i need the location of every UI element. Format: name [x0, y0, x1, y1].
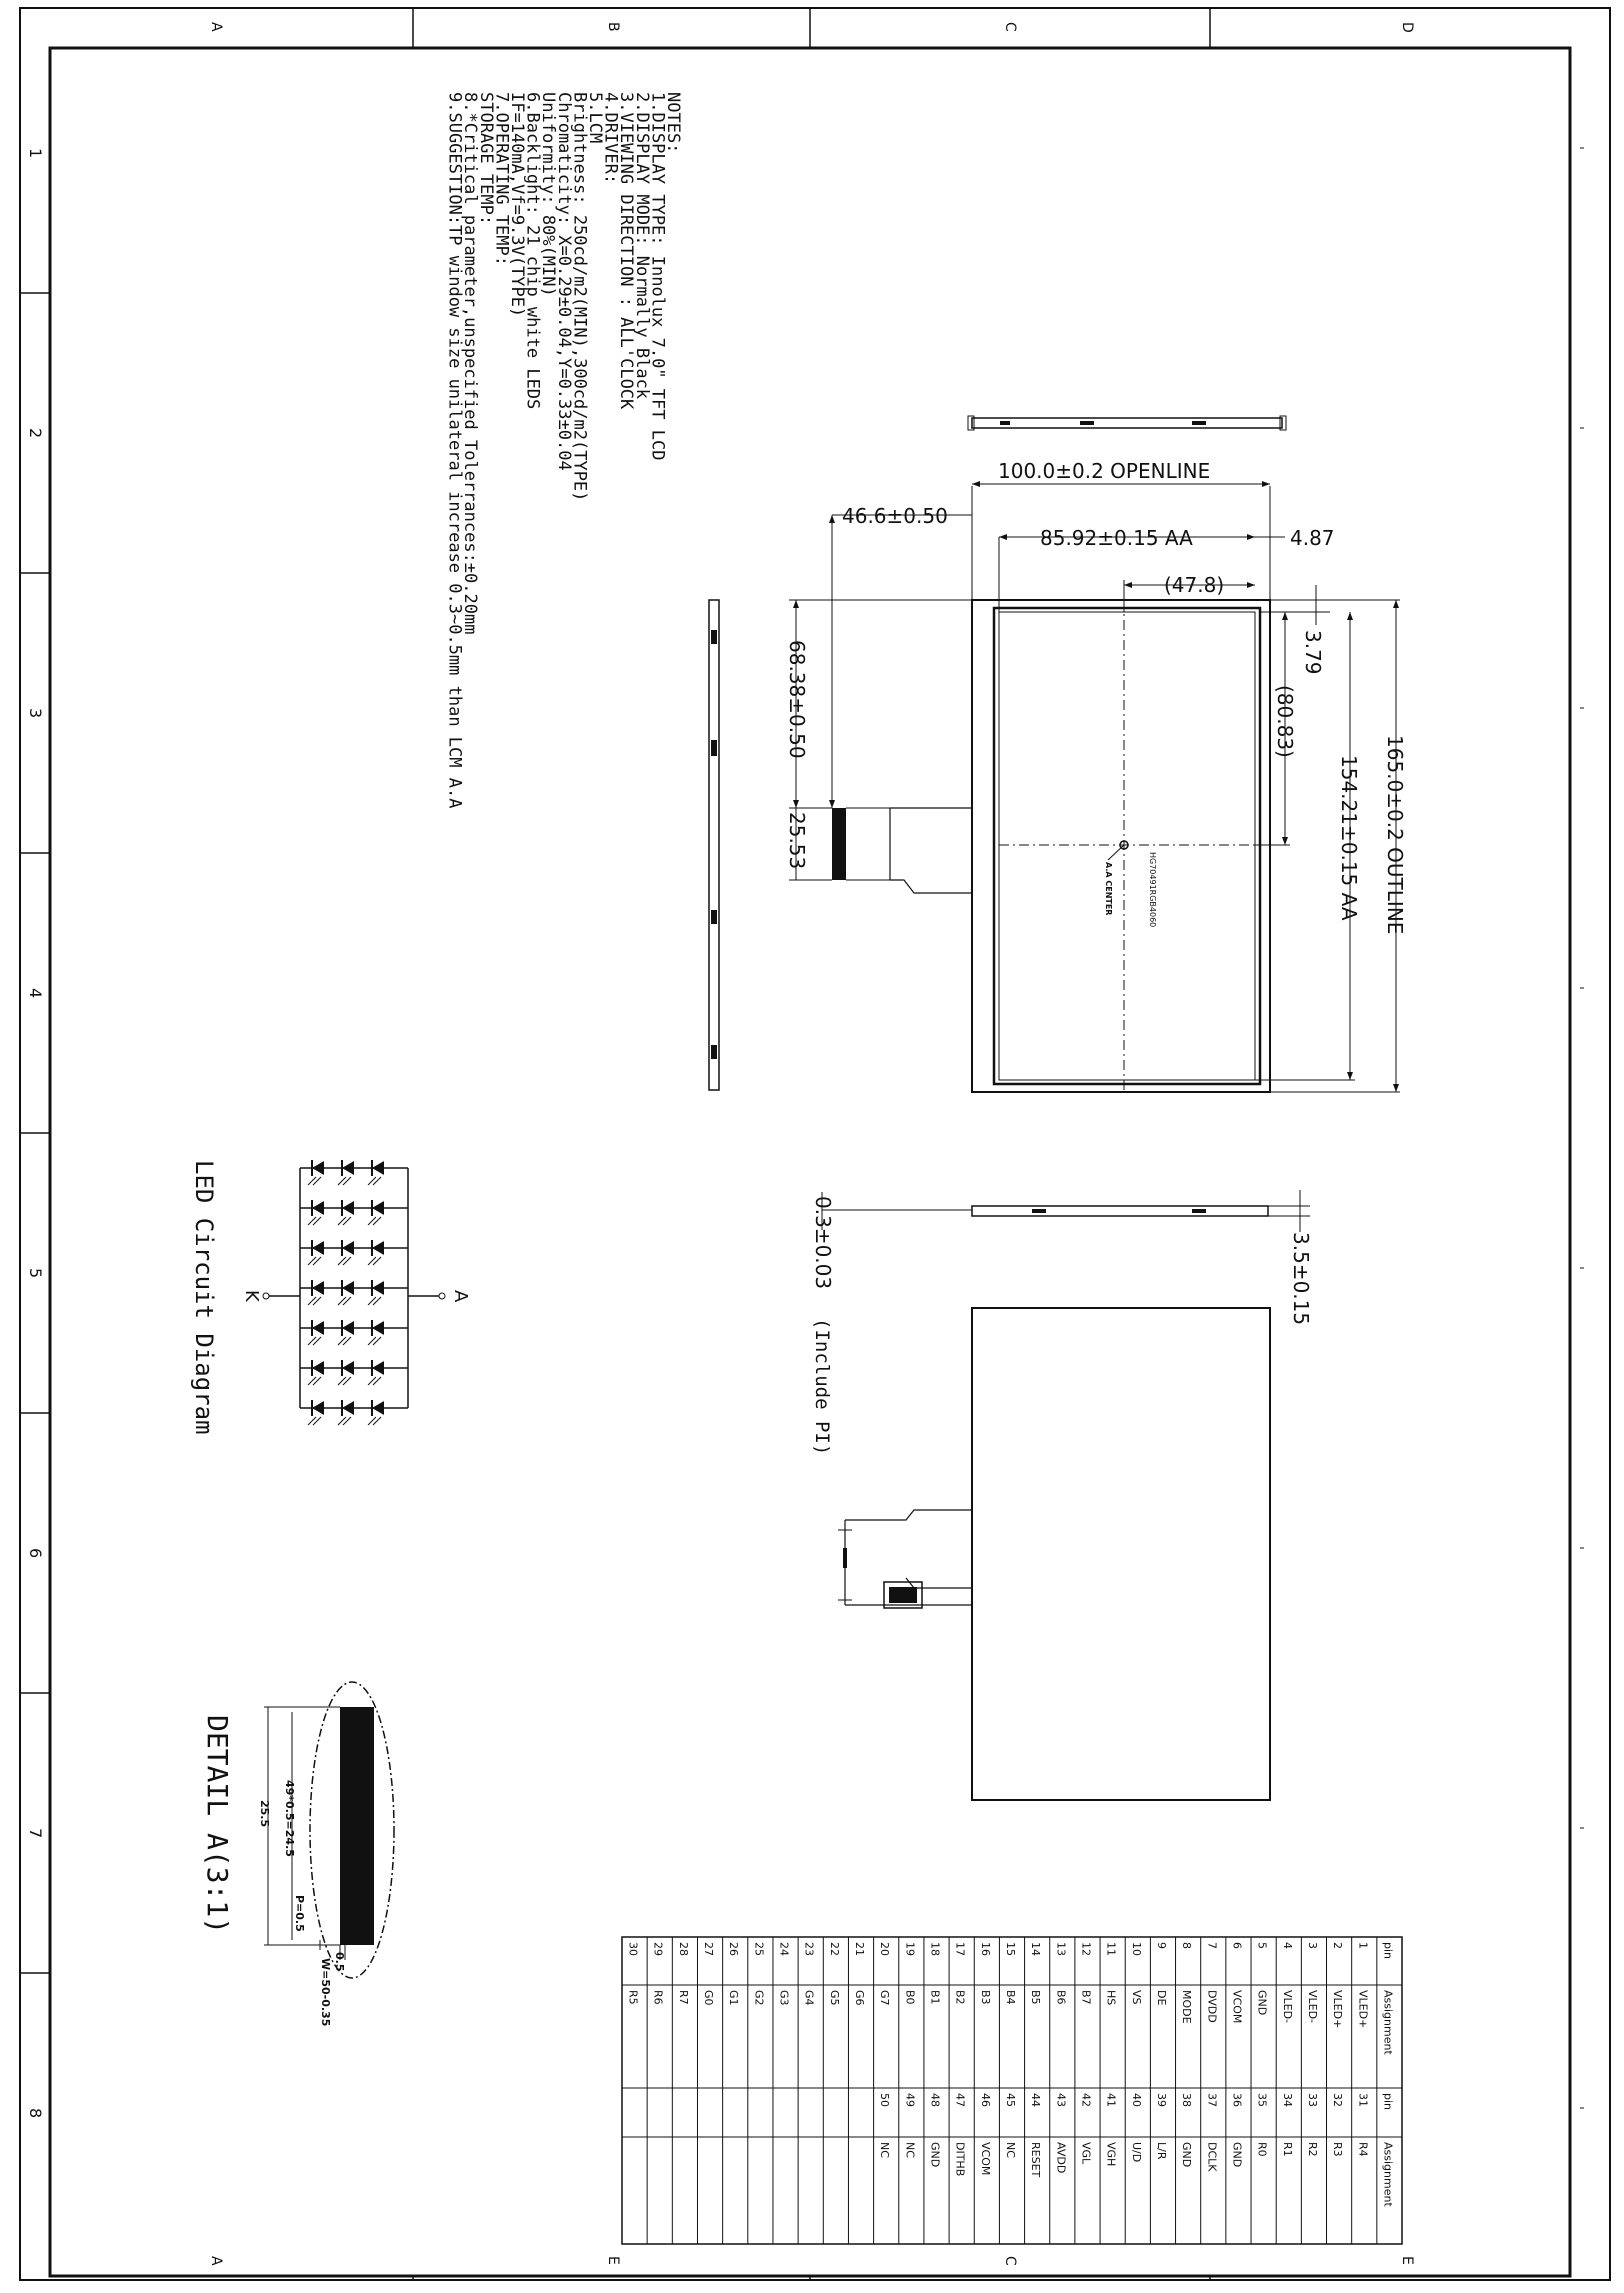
- pin-number: 25: [752, 1942, 766, 1956]
- pin-assignment: B7: [1079, 1990, 1093, 2005]
- zone-letters-bottom: [208, 2256, 1415, 2266]
- zone-number: 5: [26, 1268, 45, 1279]
- table-header: Assignment: [1381, 1990, 1395, 2055]
- pin-number: 14: [1029, 1942, 1043, 1956]
- pin-assignment: GND: [1230, 2142, 1244, 2168]
- pin-number: 36: [1230, 2093, 1244, 2107]
- pin-number: 20: [878, 1942, 892, 1956]
- pin-number: 30: [626, 1942, 640, 1956]
- pin-number: 27: [702, 1942, 716, 1956]
- zone-letter: A: [208, 22, 224, 32]
- led-diode: [342, 1241, 354, 1255]
- pin-number: 6: [1230, 1942, 1244, 1949]
- pin-assignment: AVDD: [1054, 2142, 1068, 2174]
- led-diode: [312, 1361, 324, 1375]
- led-diode: [312, 1161, 324, 1175]
- dim-fpc-width: 25.53: [785, 812, 809, 870]
- detail-dim4: 0.5: [333, 1952, 346, 1972]
- note-line: 3.VIEWING DIRECTION : ALL'CLOCK: [616, 92, 637, 410]
- dim-fpc-pos: 46.6±0.50: [842, 504, 948, 528]
- detail-dim2: 25.5: [258, 1800, 271, 1828]
- pin-assignment: VCOM: [978, 2142, 992, 2176]
- pin-assignment: DITHB: [953, 2142, 967, 2177]
- led-diode: [372, 1361, 384, 1375]
- zone-letter: E: [1399, 2256, 1415, 2265]
- pin-number: 10: [1129, 1942, 1143, 1956]
- pin-number: 42: [1079, 2093, 1093, 2107]
- pin-assignment: G6: [853, 1990, 867, 2006]
- pin-assignment: R6: [651, 1990, 665, 2005]
- zone-number: 1: [26, 148, 45, 159]
- pin-assignment: R4: [1356, 2142, 1370, 2157]
- dim-half-width: (47.8): [1164, 573, 1225, 597]
- pin-assignment: B4: [1004, 1990, 1017, 2005]
- lcd-outline: [972, 600, 1270, 1092]
- led-diode: [342, 1161, 354, 1175]
- pin-assignment: G3: [777, 1990, 791, 2006]
- zone-ticks: [20, 8, 1210, 2280]
- note-line: 4.DRIVER:: [600, 92, 621, 185]
- pin-number: 19: [903, 1942, 917, 1956]
- led-diode: [312, 1401, 324, 1415]
- pin-number: 5: [1255, 1942, 1269, 1949]
- detail-dim3: P=0.5: [293, 1895, 306, 1932]
- pin-assignment: G0: [702, 1990, 716, 2006]
- pin-number: 2: [1331, 1942, 1345, 1949]
- led-diode: [342, 1201, 354, 1215]
- led-diode: [342, 1281, 354, 1295]
- pin-assignment: DVDD: [1205, 1990, 1219, 2023]
- lcd-rear-view: [838, 1308, 1270, 1800]
- led-title: LED Circuit Diagram: [190, 1160, 218, 1435]
- pin-number: 45: [1004, 2093, 1017, 2107]
- pin-assignment: L/R: [1154, 2142, 1168, 2160]
- lcd-active-area: [999, 612, 1255, 1080]
- pin-number: 12: [1079, 1942, 1093, 1956]
- pin-number: 38: [1180, 2093, 1194, 2107]
- pin-assignment: NC: [903, 2142, 917, 2158]
- pin-assignment: B3: [978, 1990, 992, 2005]
- pin-number: 37: [1205, 2093, 1219, 2107]
- fpc-connector: [832, 808, 972, 893]
- pin-assignment: VS: [1129, 1990, 1143, 2005]
- pin-assignment: RESET: [1029, 2142, 1043, 2178]
- pin-assignment: GND: [1180, 2142, 1194, 2168]
- pin-assignment: B2: [953, 1990, 967, 2005]
- zone-letter: B: [605, 22, 621, 32]
- note-line: 7.OPERATING TEMP:: [491, 92, 512, 266]
- zone-number: 6: [26, 1548, 45, 1559]
- note-line: Chromaticity: X=0.29±0.04,Y=0.33±0.04: [553, 92, 574, 471]
- pin-assignment: R5: [626, 1990, 640, 2005]
- dim-openline: 100.0±0.2 OPENLINE: [998, 459, 1211, 483]
- pin-assignment: G4: [802, 1990, 816, 2006]
- pin-number: 29: [651, 1942, 665, 1956]
- zone-number: 8: [26, 2108, 45, 2119]
- pin-number: 31: [1356, 2093, 1370, 2107]
- pin-assignment: B1: [928, 1990, 942, 2005]
- led-diode: [312, 1201, 324, 1215]
- dimension-labels: [785, 459, 1407, 934]
- note-line: 2.DISPLAY MODE: Normally Black: [631, 92, 652, 400]
- zone-letter: A: [208, 2256, 224, 2266]
- led-diode: [342, 1361, 354, 1375]
- pin-assignment: B5: [1029, 1990, 1043, 2005]
- pin-number: 28: [676, 1942, 690, 1956]
- pin-number: 47: [953, 2093, 967, 2107]
- pin-number: 35: [1255, 2093, 1269, 2107]
- outer-border: [20, 8, 1610, 2280]
- pin-assignment: R0: [1255, 2142, 1269, 2157]
- dimension-lines: [789, 484, 1400, 1092]
- pin-assignment: R7: [676, 1990, 690, 2005]
- led-diode: [342, 1321, 354, 1335]
- pin-number: 23: [802, 1942, 816, 1956]
- led-diode: [312, 1281, 324, 1295]
- table-header: pin: [1381, 1942, 1395, 1960]
- dim-pi-thick: 0.3±0.03: [811, 1196, 835, 1290]
- pin-assignment: VGL: [1079, 2142, 1093, 2165]
- pin-assignment: G5: [827, 1990, 841, 2006]
- pin-assignment: NC: [1004, 2142, 1017, 2158]
- led-diode: [372, 1241, 384, 1255]
- note-line: 6.Backlight: 21 chip white LEDS: [522, 92, 543, 410]
- pin-number: 11: [1104, 1942, 1118, 1956]
- detail-dim1: 49*0.5=24.5: [283, 1780, 296, 1857]
- pin-assignment: DE: [1154, 1990, 1168, 2006]
- pin-assignment: NC: [878, 2142, 892, 2158]
- pin-number: 34: [1280, 2093, 1294, 2107]
- left-side-view: [709, 600, 719, 1090]
- pin-number: 1: [1356, 1942, 1370, 1949]
- note-line: IF=140mA,Vf=9.3V(TYPE): [507, 92, 527, 318]
- zone-number: 3: [26, 708, 45, 719]
- lcd-front-view: [832, 600, 1270, 1092]
- pin-assignment: GND: [1255, 1990, 1269, 2016]
- arrow-heads: [793, 481, 1399, 1092]
- dim-fpc-len: 68.38±0.50: [785, 640, 809, 759]
- pin-number: 50: [878, 2093, 892, 2107]
- led-diode: [372, 1401, 384, 1415]
- zone-letter: D: [1399, 22, 1415, 33]
- dim-half-height: (80.83): [1273, 685, 1297, 758]
- dim-aa-width: 85.92±0.15 AA: [1040, 526, 1193, 550]
- zone-number: 2: [26, 428, 45, 439]
- pin-number: 24: [777, 1942, 791, 1956]
- zone-letters-top: [208, 22, 1415, 33]
- led-circuit-diagram: [263, 1160, 445, 1425]
- led-diode: [372, 1321, 384, 1335]
- pin-number: 21: [853, 1942, 867, 1956]
- led-anode-label: A: [450, 1290, 471, 1303]
- pin-assignment-table: [622, 1937, 1402, 2244]
- note-line: Brightness: 250cd/m2(MIN),300cd/m2(TYPE): [569, 92, 590, 502]
- pin-number: 43: [1054, 2093, 1068, 2107]
- led-cathode-label: K: [241, 1290, 262, 1302]
- pin-number: 40: [1129, 2093, 1143, 2107]
- dim-margin-top: 3.79: [1301, 630, 1325, 675]
- table-header: Assignment: [1381, 2142, 1395, 2207]
- pin-number: 13: [1054, 1942, 1068, 1956]
- pin-assignment: VGH: [1104, 2142, 1118, 2167]
- pin-number: 17: [953, 1942, 967, 1956]
- pin-assignment: VLED-: [1305, 1990, 1319, 2024]
- lcd-bezel: [994, 608, 1260, 1084]
- pin-assignment: R2: [1305, 2142, 1319, 2157]
- pin-assignment: R3: [1331, 2142, 1345, 2157]
- dim-aa-height: 154.21±0.15 AA: [1337, 755, 1361, 921]
- led-diode: [312, 1321, 324, 1335]
- pin-number: 48: [928, 2093, 942, 2107]
- pin-number: 46: [978, 2093, 992, 2107]
- pin-assignment: MODE: [1180, 1990, 1194, 2024]
- led-diode: [312, 1241, 324, 1255]
- pin-number: 7: [1205, 1942, 1219, 1949]
- dim-margin-right: 4.87: [1290, 526, 1335, 550]
- top-side-view: [968, 416, 1286, 430]
- led-diode: [372, 1281, 384, 1295]
- zone-letter: C: [1002, 22, 1018, 32]
- pin-number: 18: [928, 1942, 942, 1956]
- pin-assignment: HS: [1104, 1990, 1118, 2006]
- aa-center-label: A.A CENTER: [1104, 862, 1113, 916]
- dim-pi-note: (Include PI): [811, 1318, 833, 1456]
- pin-number: 8: [1180, 1942, 1194, 1949]
- led-diode: [342, 1401, 354, 1415]
- pin-number: 33: [1305, 2093, 1319, 2107]
- zone-letter: C: [1002, 2256, 1018, 2266]
- note-line: STORAGE TEMP:: [475, 92, 496, 226]
- detail-title: DETAIL A(3:1): [201, 1715, 234, 1935]
- lower-side-view: [822, 1190, 1310, 1232]
- pin-number: 39: [1154, 2093, 1168, 2107]
- pin-assignment: G2: [752, 1990, 766, 2006]
- led-diode: [372, 1161, 384, 1175]
- dim-outline: 165.0±0.2 OUTLINE: [1383, 735, 1407, 935]
- pin-number: 16: [978, 1942, 992, 1956]
- pin-assignment: G1: [727, 1990, 741, 2006]
- pin-number: 49: [903, 2093, 917, 2107]
- notes-title: NOTES:: [663, 92, 683, 154]
- dim-thickness: 3.5±0.15: [1289, 1232, 1313, 1326]
- pin-assignment: GND: [928, 2142, 942, 2168]
- zone-letter: E: [605, 2256, 621, 2265]
- pin-number: 41: [1104, 2093, 1118, 2107]
- notes-block: [445, 92, 683, 808]
- note-line: 1.DISPLAY TYPE: Innolux 7.0" TFT LCD: [647, 92, 668, 461]
- pin-assignment: VLED+: [1356, 1990, 1370, 2029]
- pin-number: 44: [1029, 2093, 1043, 2107]
- note-line: 5.LCM: [585, 92, 605, 144]
- part-number: HG70491RGB4060: [1148, 852, 1157, 928]
- pin-number: 4: [1280, 1942, 1294, 1949]
- pin-assignment: VLED-: [1280, 1990, 1294, 2024]
- pin-number: 9: [1154, 1942, 1168, 1949]
- pin-assignment: R1: [1280, 2142, 1294, 2157]
- table-header: pin: [1381, 2093, 1395, 2111]
- pin-number: 26: [727, 1942, 741, 1956]
- pin-number: 32: [1331, 2093, 1345, 2107]
- pin-assignment: VLED+: [1331, 1990, 1345, 2029]
- pin-assignment: B6: [1054, 1990, 1068, 2005]
- pin-assignment: G7: [878, 1990, 892, 2006]
- right-edge-marks: [1580, 148, 1584, 2108]
- pin-number: 22: [827, 1942, 841, 1956]
- zone-number: 7: [26, 1828, 45, 1839]
- note-line: Uniformity: 80%(MIN): [538, 92, 559, 297]
- note-line: 9.SUGGESTION:TP window size unilateral increase 0.3~0.5mm than LCM A.A: [444, 92, 465, 809]
- pin-assignment: B0: [903, 1990, 917, 2005]
- led-diode: [372, 1201, 384, 1215]
- note-line: 8.*Critical parameter,unspecified Tolerrances:±0.20mm: [460, 92, 481, 635]
- zone-number: 4: [26, 988, 45, 999]
- pin-assignment: U/D: [1129, 2142, 1143, 2163]
- pin-number: 3: [1305, 1942, 1319, 1949]
- pin-assignment: DCLK: [1205, 2142, 1219, 2172]
- pin-assignment: VCOM: [1230, 1990, 1244, 2024]
- detail-dim5: W=50-0.35: [319, 1958, 332, 2027]
- pin-number: 15: [1004, 1942, 1017, 1956]
